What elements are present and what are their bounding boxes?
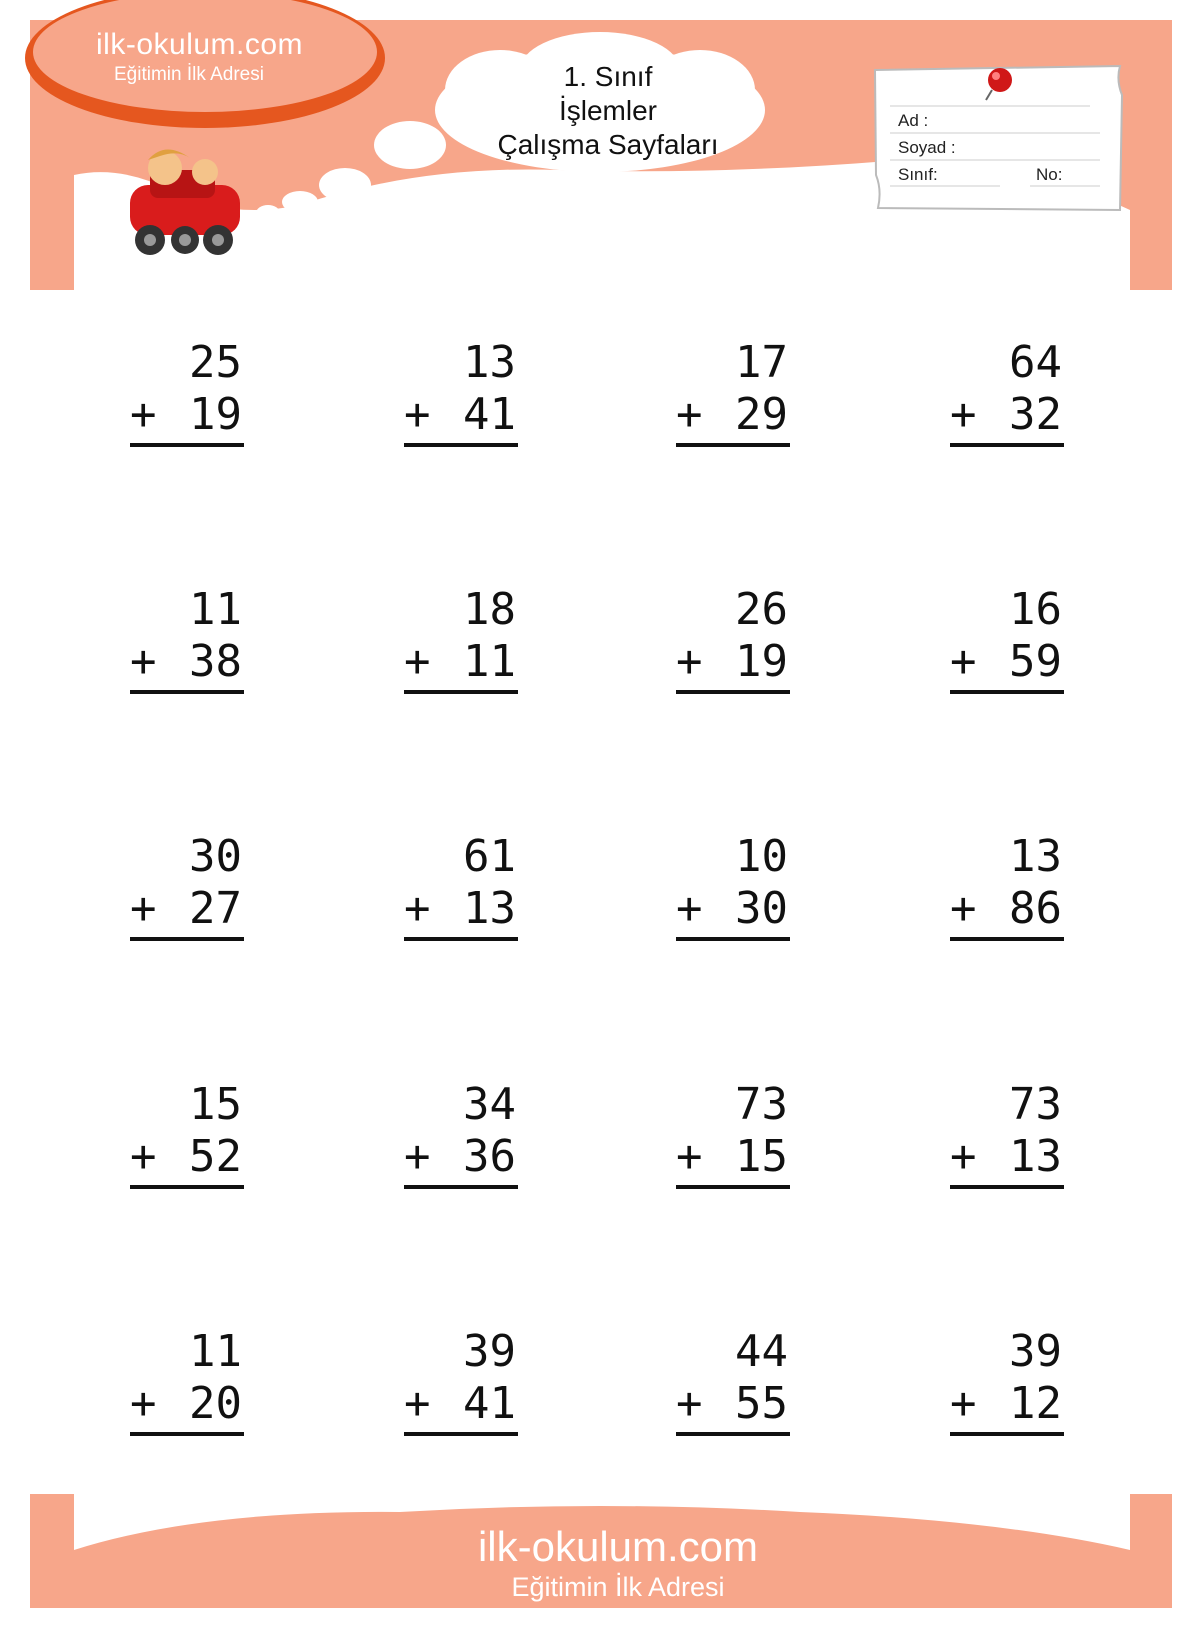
addition-problem xyxy=(950,336,1064,456)
top-number: 13 xyxy=(1009,830,1062,882)
plus-sign: + xyxy=(130,1377,157,1429)
bottom-number: 27 xyxy=(189,882,242,934)
top-number: 39 xyxy=(463,1325,516,1377)
title-line-3: Çalışma Sayfaları xyxy=(497,129,719,160)
top-number: 16 xyxy=(1009,583,1062,635)
bottom-number: 36 xyxy=(463,1130,516,1182)
plus-sign: + xyxy=(676,882,703,934)
addition-problem xyxy=(404,336,518,456)
bottom-number: 86 xyxy=(1009,882,1062,934)
answer-line xyxy=(130,1185,244,1189)
plus-sign: + xyxy=(130,635,157,687)
bottom-number: 55 xyxy=(735,1377,788,1429)
bottom-number: 19 xyxy=(735,635,788,687)
logo-subtitle: Eğitimin İlk Adresi xyxy=(114,64,264,85)
plus-sign: + xyxy=(404,635,431,687)
answer-line xyxy=(404,1185,518,1189)
plus-sign: + xyxy=(950,882,977,934)
answer-line xyxy=(130,690,244,694)
answer-line xyxy=(676,937,790,941)
plus-sign: + xyxy=(130,882,157,934)
addition-problem xyxy=(676,583,790,703)
top-number: 73 xyxy=(1009,1078,1062,1130)
answer-line xyxy=(950,443,1064,447)
bottom-number: 59 xyxy=(1009,635,1062,687)
answer-line xyxy=(950,1185,1064,1189)
plus-sign: + xyxy=(130,388,157,440)
top-number: 10 xyxy=(735,830,788,882)
bottom-number: 41 xyxy=(463,1377,516,1429)
answer-line xyxy=(950,937,1064,941)
addition-problem xyxy=(404,583,518,703)
addition-problem xyxy=(130,583,244,703)
title-line-2: İşlemler xyxy=(558,95,657,126)
answer-line xyxy=(950,1432,1064,1436)
plus-sign: + xyxy=(676,1377,703,1429)
answer-line xyxy=(676,1185,790,1189)
top-number: 30 xyxy=(189,830,242,882)
name-label: Ad : xyxy=(898,111,929,130)
bottom-number: 52 xyxy=(189,1130,242,1182)
bottom-number: 11 xyxy=(463,635,516,687)
addition-problem xyxy=(676,1325,790,1445)
plus-sign: + xyxy=(676,635,703,687)
answer-line xyxy=(404,937,518,941)
top-number: 11 xyxy=(189,1325,242,1377)
addition-problem xyxy=(676,830,790,950)
plus-sign: + xyxy=(950,1130,977,1182)
bottom-number: 15 xyxy=(735,1130,788,1182)
bottom-number: 13 xyxy=(1009,1130,1062,1182)
addition-problem xyxy=(130,1325,244,1445)
footer-tagline: Eğitimin İlk Adresi xyxy=(511,1572,725,1602)
plus-sign: + xyxy=(950,1377,977,1429)
bottom-number: 41 xyxy=(463,388,516,440)
plus-sign: + xyxy=(404,882,431,934)
plus-sign: + xyxy=(676,388,703,440)
surname-label: Soyad : xyxy=(898,138,956,157)
answer-line xyxy=(404,443,518,447)
answer-line xyxy=(130,1432,244,1436)
top-number: 39 xyxy=(1009,1325,1062,1377)
answer-line xyxy=(676,1432,790,1436)
logo-title: ilk-okulum.com xyxy=(96,28,304,61)
top-number: 61 xyxy=(463,830,516,882)
top-number: 15 xyxy=(189,1078,242,1130)
answer-line xyxy=(130,443,244,447)
bottom-number: 29 xyxy=(735,388,788,440)
top-number: 25 xyxy=(189,336,242,388)
bottom-number: 13 xyxy=(463,882,516,934)
top-number: 64 xyxy=(1009,336,1062,388)
bottom-number: 12 xyxy=(1009,1377,1062,1429)
bottom-number: 32 xyxy=(1009,388,1062,440)
bottom-number: 20 xyxy=(189,1377,242,1429)
top-number: 73 xyxy=(735,1078,788,1130)
addition-problem xyxy=(404,1325,518,1445)
bottom-number: 30 xyxy=(735,882,788,934)
class-label: Sınıf: xyxy=(898,165,938,184)
plus-sign: + xyxy=(950,635,977,687)
addition-problem xyxy=(676,336,790,456)
top-number: 18 xyxy=(463,583,516,635)
addition-problem xyxy=(404,830,518,950)
plus-sign: + xyxy=(130,1130,157,1182)
worksheet-title xyxy=(458,60,758,162)
top-number: 13 xyxy=(463,336,516,388)
addition-problem xyxy=(950,830,1064,950)
top-number: 34 xyxy=(463,1078,516,1130)
plus-sign: + xyxy=(404,1130,431,1182)
bottom-number: 19 xyxy=(189,388,242,440)
plus-sign: + xyxy=(404,388,431,440)
addition-problem xyxy=(130,336,244,456)
addition-problem xyxy=(950,583,1064,703)
number-label: No: xyxy=(1036,165,1063,184)
answer-line xyxy=(404,1432,518,1436)
addition-problem xyxy=(950,1325,1064,1445)
title-line-1: 1. Sınıf xyxy=(563,61,653,92)
top-number: 17 xyxy=(735,336,788,388)
top-number: 11 xyxy=(189,583,242,635)
footer-site: ilk-okulum.com xyxy=(477,1523,759,1570)
addition-problem xyxy=(404,1078,518,1198)
bottom-number: 38 xyxy=(189,635,242,687)
answer-line xyxy=(950,690,1064,694)
plus-sign: + xyxy=(404,1377,431,1429)
top-number: 26 xyxy=(735,583,788,635)
answer-line xyxy=(130,937,244,941)
plus-sign: + xyxy=(950,388,977,440)
addition-problem xyxy=(130,830,244,950)
answer-line xyxy=(404,690,518,694)
plus-sign: + xyxy=(676,1130,703,1182)
addition-problem xyxy=(130,1078,244,1198)
answer-line xyxy=(676,690,790,694)
answer-line xyxy=(676,443,790,447)
pin-icon xyxy=(988,68,1012,92)
addition-problem xyxy=(950,1078,1064,1198)
addition-problem xyxy=(676,1078,790,1198)
top-number: 44 xyxy=(735,1325,788,1377)
